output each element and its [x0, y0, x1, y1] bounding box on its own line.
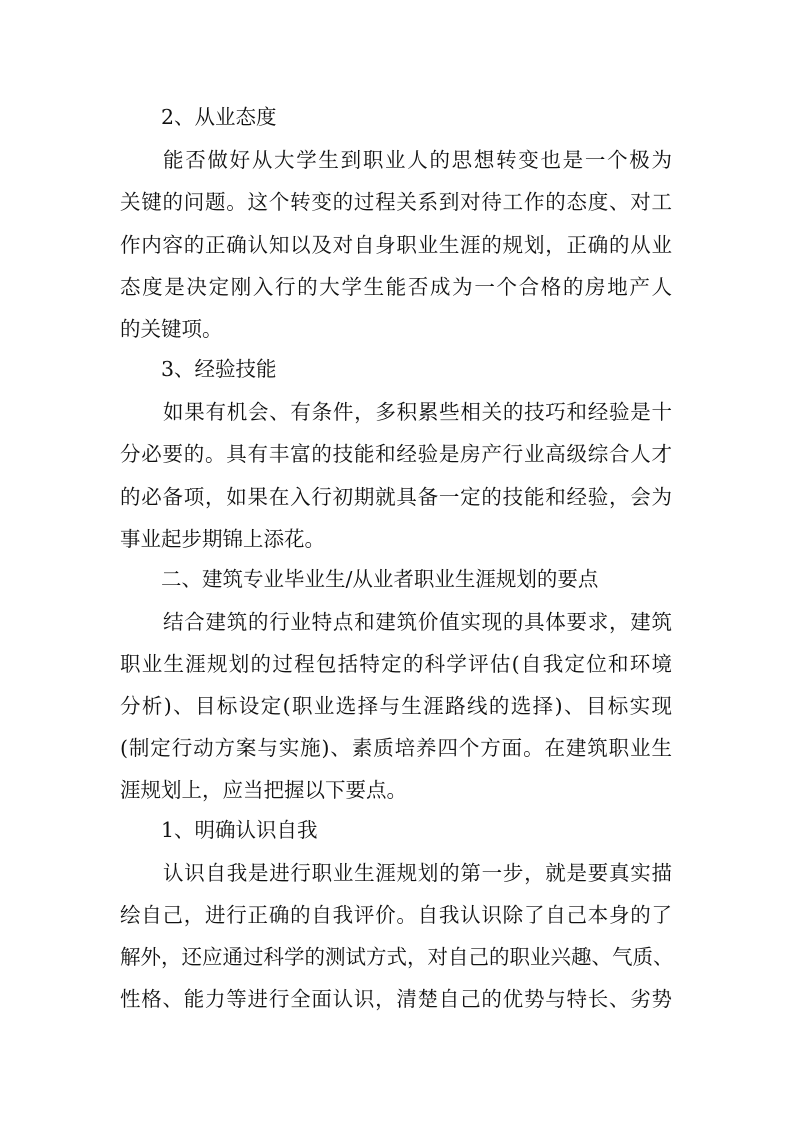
- paragraph-line: 如果有机会、有条件，多积累些相关的技巧和经验是十: [163, 400, 672, 424]
- paragraph-line: 关键的问题。这个转变的过程关系到对待工作的态度、对工: [120, 190, 672, 214]
- paragraph-line: (制定行动方案与实施)、素质培养四个方面。在建筑职业生: [120, 736, 672, 760]
- paragraph-line: 绘自己，进行正确的自我评价。自我认识除了自己本身的了: [120, 903, 672, 927]
- heading-experience-skills: 3、经验技能: [161, 357, 277, 381]
- paragraph-line: 职业生涯规划的过程包括特定的科学评估(自我定位和环境: [120, 652, 672, 676]
- paragraph-line: 分必要的。具有丰富的技能和经验是房产行业高级综合人才: [120, 442, 672, 466]
- paragraph-line: 的关键项。: [120, 317, 223, 341]
- paragraph-line: 涯规划上，应当把握以下要点。: [120, 778, 407, 802]
- paragraph-line: 态度是决定刚入行的大学生能否成为一个合格的房地产人: [120, 275, 672, 299]
- paragraph-line: 作内容的正确认知以及对自身职业生涯的规划，正确的从业: [120, 233, 672, 257]
- paragraph-line: 事业起步期锦上添花。: [120, 527, 325, 551]
- paragraph-line: 分析)、目标设定(职业选择与生涯路线的选择)、目标实现: [120, 694, 672, 718]
- paragraph-line: 能否做好从大学生到职业人的思想转变也是一个极为: [163, 148, 672, 172]
- paragraph-line: 结合建筑的行业特点和建筑价值实现的具体要求，建筑: [163, 610, 672, 634]
- paragraph-line: 的必备项，如果在入行初期就具备一定的技能和经验，会为: [120, 485, 672, 509]
- paragraph-line: 认识自我是进行职业生涯规划的第一步，就是要真实描: [163, 861, 672, 885]
- paragraph-line: 性格、能力等进行全面认识，清楚自己的优势与特长、劣势: [120, 987, 672, 1011]
- paragraph-line: 解外，还应通过科学的测试方式，对自己的职业兴趣、气质、: [120, 945, 674, 969]
- heading-work-attitude: 2、从业态度: [161, 105, 277, 129]
- heading-career-planning-points: 二、建筑专业毕业生/从业者职业生涯规划的要点: [161, 567, 599, 591]
- heading-know-yourself: 1、明确认识自我: [161, 818, 318, 842]
